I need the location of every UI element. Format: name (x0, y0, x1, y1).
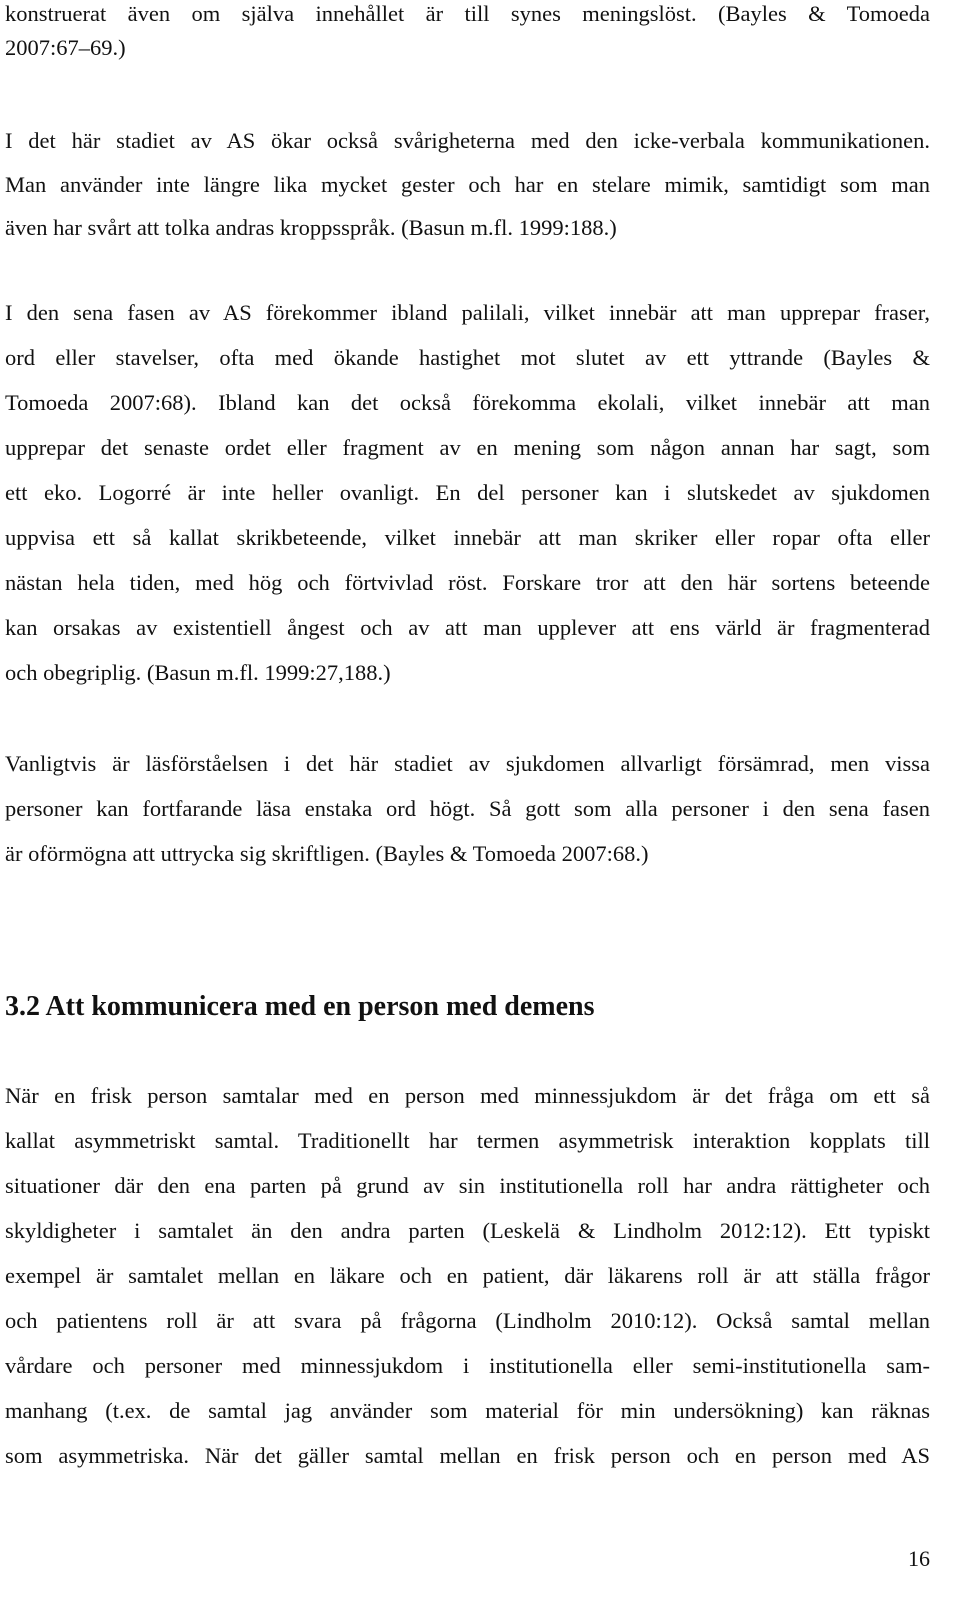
text-line: och patientens roll är att svara på frågorna (Lindholm 2010:12). Också samtal mellan (5, 1308, 930, 1333)
text-line: När en frisk person samtalar med en person med minnessjukdom är det fråga om ett så (5, 1083, 930, 1108)
text-line: kan orsakas av existentiell ångest och av att man upplever att ens värld är fragmenterad (5, 615, 930, 640)
text-line: exempel är samtalet mellan en läkare och en patient, där läkarens roll är att ställa frågor (5, 1263, 930, 1288)
text-line: nästan hela tiden, med hög och förtvivlad röst. Forskare tror att den här sortens beteende (5, 570, 930, 595)
text-line: ord eller stavelser, ofta med ökande hastighet mot slutet av ett yttrande (Bayles & (5, 345, 930, 370)
text-line: konstruerat även om själva innehållet är till synes meningslöst. (Bayles & Tomoeda (5, 1, 930, 26)
text-line: vårdare och personer med minnessjukdom i institutionella eller semi-institutionella sam- (5, 1353, 930, 1378)
text-line: skyldigheter i samtalet än den andra parten (Leskelä & Lindholm 2012:12). Ett typiskt (5, 1218, 930, 1243)
page-number: 16 (908, 1546, 930, 1571)
text-line: kallat asymmetriskt samtal. Traditionellt har termen asymmetrisk interaktion kopplats till (5, 1128, 930, 1153)
section-heading: 3.2 Att kommunicera med en person med demens (5, 991, 595, 1022)
text-line: Tomoeda 2007:68). Ibland kan det också förekomma ekolali, vilket innebär att man (5, 390, 930, 415)
text-line: I den sena fasen av AS förekommer ibland palilali, vilket innebär att man upprepar fraser, (5, 300, 930, 325)
text-line: 2007:67–69.) (5, 35, 126, 60)
text-line: ett eko. Logorré är inte heller ovanligt. En del personer kan i slutskedet av sjukdomen (5, 480, 930, 505)
text-line: är oförmögna att uttrycka sig skriftligen. (Bayles & Tomoeda 2007:68.) (5, 841, 649, 866)
text-line: upprepar det senaste ordet eller fragment av en mening som någon annan har sagt, som (5, 435, 930, 460)
text-line: personer kan fortfarande läsa enstaka ord högt. Så gott som alla personer i den sena fasen (5, 796, 930, 821)
text-line: som asymmetriska. När det gäller samtal mellan en frisk person och en person med AS (5, 1443, 930, 1468)
text-line: situationer där den ena parten på grund av sin institutionella roll har andra rättigheter och (5, 1173, 930, 1198)
text-line: Vanligtvis är läsförståelsen i det här stadiet av sjukdomen allvarligt försämrad, men vissa (5, 751, 930, 776)
text-line: även har svårt att tolka andras kroppsspråk. (Basun m.fl. 1999:188.) (5, 215, 617, 240)
text-line: I det här stadiet av AS ökar också svårigheterna med den icke-verbala kommunikationen. (5, 128, 930, 153)
text-line: manhang (t.ex. de samtal jag använder som material för min undersökning) kan räknas (5, 1398, 930, 1423)
text-line: uppvisa ett så kallat skrikbeteende, vilket innebär att man skriker eller ropar ofta eller (5, 525, 930, 550)
text-line: och obegriplig. (Basun m.fl. 1999:27,188.) (5, 660, 391, 685)
text-line: Man använder inte längre lika mycket gester och har en stelare mimik, samtidigt som man (5, 172, 930, 197)
